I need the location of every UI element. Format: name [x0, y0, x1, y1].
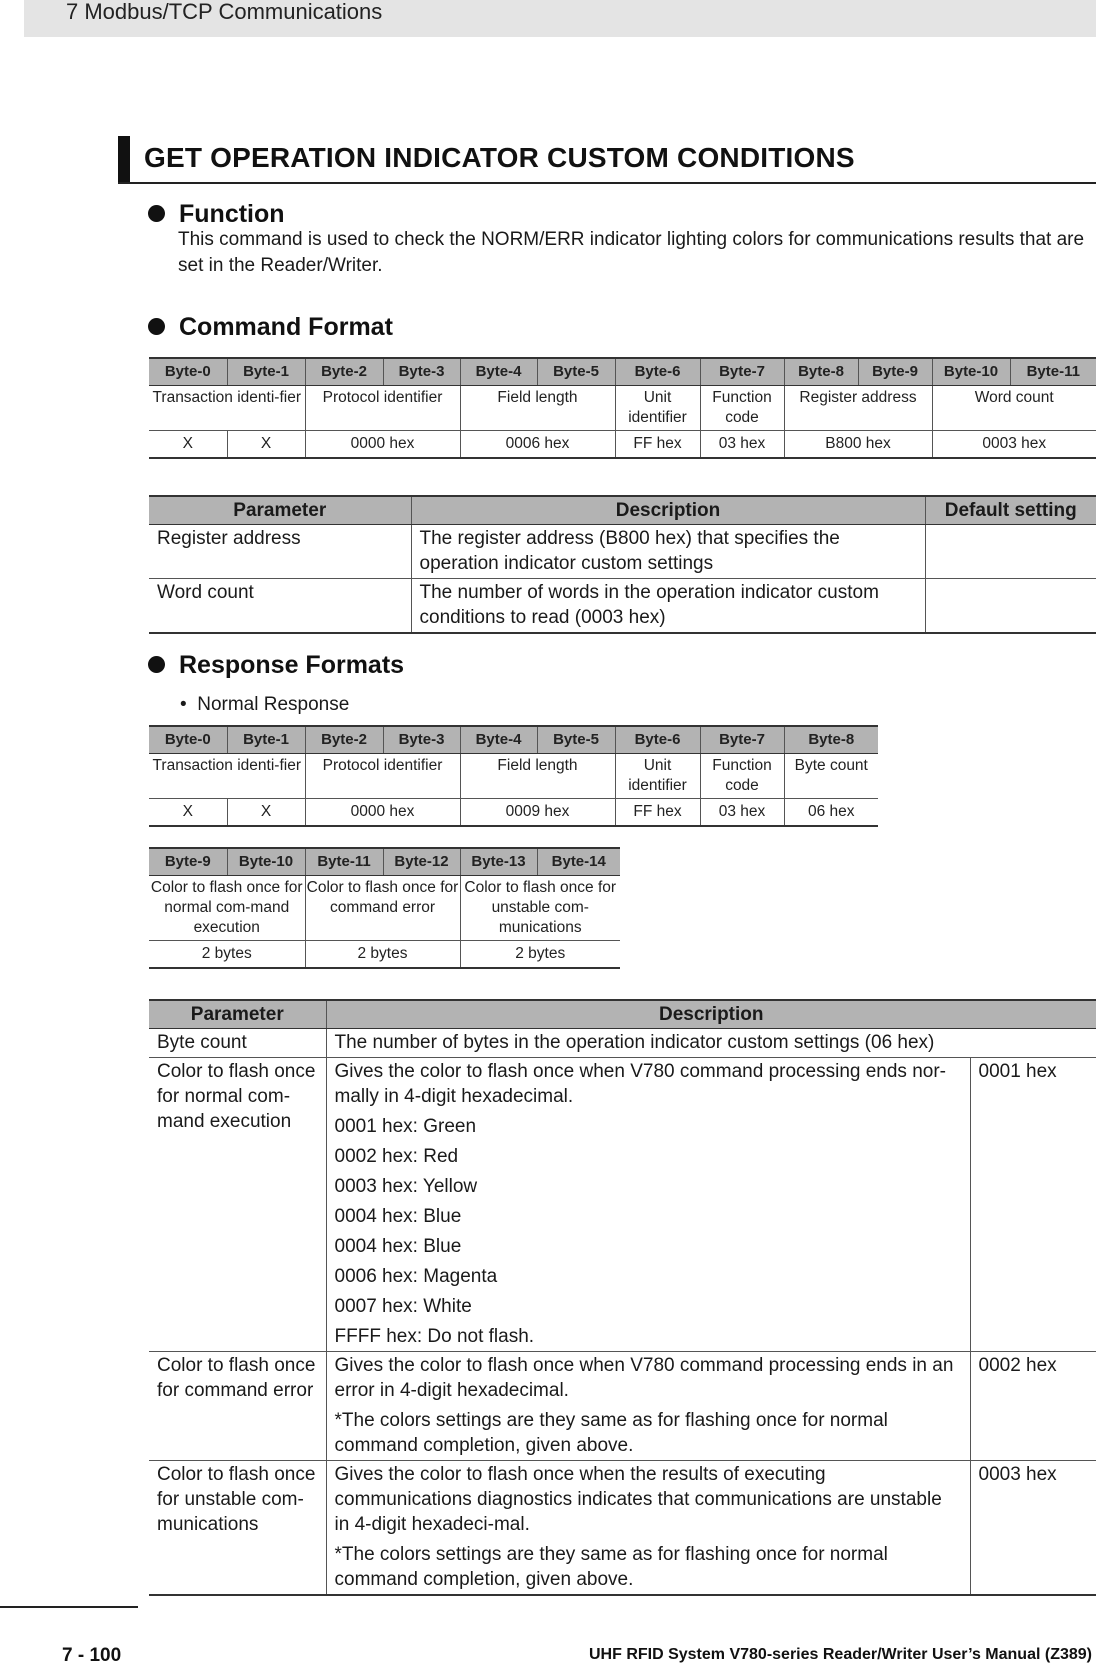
parameter-description [326, 1058, 970, 1352]
byte-header: Byte-8 [784, 358, 858, 386]
table-row [149, 1029, 1096, 1058]
command-byte-table [149, 357, 1096, 459]
column-header: Description [411, 496, 925, 525]
manual-title: UHF RFID System V780-series Reader/Writer User’s Manual (Z389) [588, 1646, 1092, 1663]
parameter-name: Register address [149, 525, 411, 579]
description-text: Gives the color to flash once when V780 command processing ends in an error in 4-digit hexadecimal. [334, 1355, 954, 1401]
function-heading: Function [148, 200, 285, 229]
byte-header: Byte-7 [700, 358, 784, 386]
parameter-header-row [149, 1000, 1096, 1029]
field-value: FF hex [615, 799, 700, 827]
table-row [149, 1352, 1096, 1461]
command-parameter-table [149, 495, 1096, 634]
table-row [149, 579, 1096, 634]
field-value: X [227, 431, 305, 459]
byte-header: Byte-0 [149, 358, 227, 386]
column-header: Parameter [149, 496, 411, 525]
parameter-header-row [149, 496, 1096, 525]
field-value: 03 hex [700, 799, 784, 827]
table-row [149, 1461, 1096, 1596]
parameter-default [925, 525, 1096, 579]
field-name: Register address [784, 386, 932, 431]
color-option: 0007 hex: White [334, 1296, 472, 1317]
chapter-title: 7 Modbus/TCP Communications [66, 0, 383, 24]
table-row [149, 1058, 1096, 1352]
bullet-dot-icon [148, 656, 165, 673]
bullet-dot-icon [148, 205, 165, 222]
byte-header-row [149, 726, 878, 754]
normal-response-label: • Normal Response [180, 694, 350, 715]
response-formats-heading: Response Formats [148, 651, 404, 680]
byte-header: Byte-0 [149, 726, 227, 754]
field-value: 06 hex [784, 799, 878, 827]
field-value: 0000 hex [305, 799, 460, 827]
byte-header: Byte-1 [227, 726, 305, 754]
field-name-row [149, 386, 1096, 431]
field-value: B800 hex [784, 431, 932, 459]
response-byte-table-1 [149, 725, 878, 827]
response-parameter-table [149, 999, 1096, 1596]
field-name-row [149, 754, 878, 799]
byte-header: Byte-6 [615, 358, 700, 386]
parameter-default: 0003 hex [970, 1461, 1096, 1596]
byte-header: Byte-2 [305, 358, 383, 386]
byte-header: Byte-7 [700, 726, 784, 754]
field-name: Word count [932, 386, 1096, 431]
field-name: Unit identifier [615, 754, 700, 799]
field-value-row [149, 799, 878, 827]
page-number: 7 - 100 [62, 1645, 122, 1666]
parameter-description: The number of bytes in the operation indicator custom settings (06 hex) [326, 1029, 1096, 1058]
field-name: Protocol identifier [305, 386, 460, 431]
color-option: 0004 hex: Blue [334, 1206, 462, 1227]
parameter-default: 0002 hex [970, 1352, 1096, 1461]
byte-header: Byte-2 [305, 726, 383, 754]
byte-header: Byte-5 [537, 358, 615, 386]
field-value: X [227, 799, 305, 827]
byte-header: Byte-9 [858, 358, 932, 386]
field-value: 03 hex [700, 431, 784, 459]
parameter-name: Color to flash once for command error [149, 1352, 326, 1461]
field-value-row [149, 431, 1096, 459]
field-name: Color to flash once for normal com-mand execution [150, 879, 303, 936]
description-note: *The colors settings are they same as for flashing once for normal command completion, given above. [334, 1544, 888, 1590]
byte-header: Byte-10 [227, 848, 305, 876]
column-header: Default setting [925, 496, 1096, 525]
field-name: Transaction identi-fier [152, 757, 301, 774]
byte-header: Byte-3 [383, 726, 460, 754]
column-header: Parameter [149, 1000, 326, 1029]
field-value: 2 bytes [460, 941, 620, 969]
column-header: Description [326, 1000, 1096, 1029]
field-value: 0006 hex [460, 431, 615, 459]
parameter-description: The number of words in the operation indicator custom conditions to read (0003 hex) [411, 579, 925, 634]
description-text: Gives the color to flash once when V780 command processing ends nor-mally in 4-digit hexadecimal. [334, 1061, 946, 1107]
field-value-row [149, 941, 620, 969]
field-name: Transaction identi-fier [152, 389, 301, 406]
byte-header: Byte-9 [149, 848, 227, 876]
table-row [149, 525, 1096, 579]
color-option: 0003 hex: Yellow [334, 1176, 478, 1197]
field-name-row [149, 876, 620, 941]
color-option: FFFF hex: Do not flash. [334, 1326, 535, 1347]
byte-header: Byte-6 [615, 726, 700, 754]
byte-header: Byte-14 [537, 848, 620, 876]
parameter-name: Byte count [149, 1029, 326, 1058]
byte-header: Byte-11 [1010, 358, 1096, 386]
color-option: 0002 hex: Red [334, 1146, 459, 1167]
parameter-description: The register address (B800 hex) that specifies the operation indicator custom settings [411, 525, 925, 579]
field-name: Color to flash once for unstable com-munications [460, 876, 620, 941]
byte-header: Byte-10 [932, 358, 1010, 386]
field-value: 0009 hex [460, 799, 615, 827]
response-byte-table-2 [149, 847, 620, 969]
parameter-description [326, 1461, 970, 1596]
byte-header-row [149, 358, 1096, 386]
byte-header: Byte-11 [305, 848, 383, 876]
field-name: Byte count [784, 754, 878, 799]
byte-header: Byte-8 [784, 726, 878, 754]
color-option: 0001 hex: Green [334, 1116, 477, 1137]
field-value: X [149, 799, 227, 827]
byte-header: Byte-3 [383, 358, 460, 386]
field-name: Field length [460, 386, 615, 431]
field-name: Color to flash once for command error [305, 876, 460, 941]
command-format-heading: Command Format [148, 313, 393, 342]
parameter-name: Color to flash once for normal com-mand execution [149, 1058, 326, 1352]
color-option: 0006 hex: Magenta [334, 1266, 498, 1287]
chapter-header [24, 0, 1096, 37]
parameter-description [326, 1352, 970, 1461]
byte-header: Byte-4 [460, 358, 537, 386]
description-note: *The colors settings are they same as for flashing once for normal command completion, given above. [334, 1410, 888, 1456]
field-value: 0003 hex [932, 431, 1096, 459]
parameter-name: Color to flash once for unstable com-munications [149, 1461, 326, 1596]
field-value: 0000 hex [305, 431, 460, 459]
section-title-block [118, 136, 1096, 184]
title-bar-decoration [118, 136, 130, 182]
color-option: 0004 hex: Blue [334, 1236, 462, 1257]
byte-header: Byte-1 [227, 358, 305, 386]
field-value: X [149, 431, 227, 459]
field-value: 2 bytes [305, 941, 460, 969]
byte-header: Byte-13 [460, 848, 537, 876]
byte-header: Byte-12 [383, 848, 460, 876]
field-name: Protocol identifier [305, 754, 460, 799]
description-text: Gives the color to flash once when the results of executing communications diagnostics indicates that communications are unstable in 4-digit hexadeci-mal. [334, 1464, 942, 1535]
field-value: FF hex [615, 431, 700, 459]
footer-divider [0, 1606, 138, 1608]
field-name: Field length [460, 754, 615, 799]
byte-header-row [149, 848, 620, 876]
page-title: GET OPERATION INDICATOR CUSTOM CONDITIONS [144, 142, 855, 173]
function-text: This command is used to check the NORM/ERR indicator lighting colors for communications results that are set in the Reader/Writer. [178, 229, 1085, 276]
field-name: Function code [700, 386, 784, 431]
bullet-dot-icon [148, 318, 165, 335]
parameter-default: 0001 hex [970, 1058, 1096, 1352]
parameter-name: Word count [149, 579, 411, 634]
field-value: 2 bytes [149, 941, 305, 969]
byte-header: Byte-5 [537, 726, 615, 754]
byte-header: Byte-4 [460, 726, 537, 754]
parameter-default [925, 579, 1096, 634]
field-name: Unit identifier [615, 386, 700, 431]
field-name: Function code [700, 754, 784, 799]
